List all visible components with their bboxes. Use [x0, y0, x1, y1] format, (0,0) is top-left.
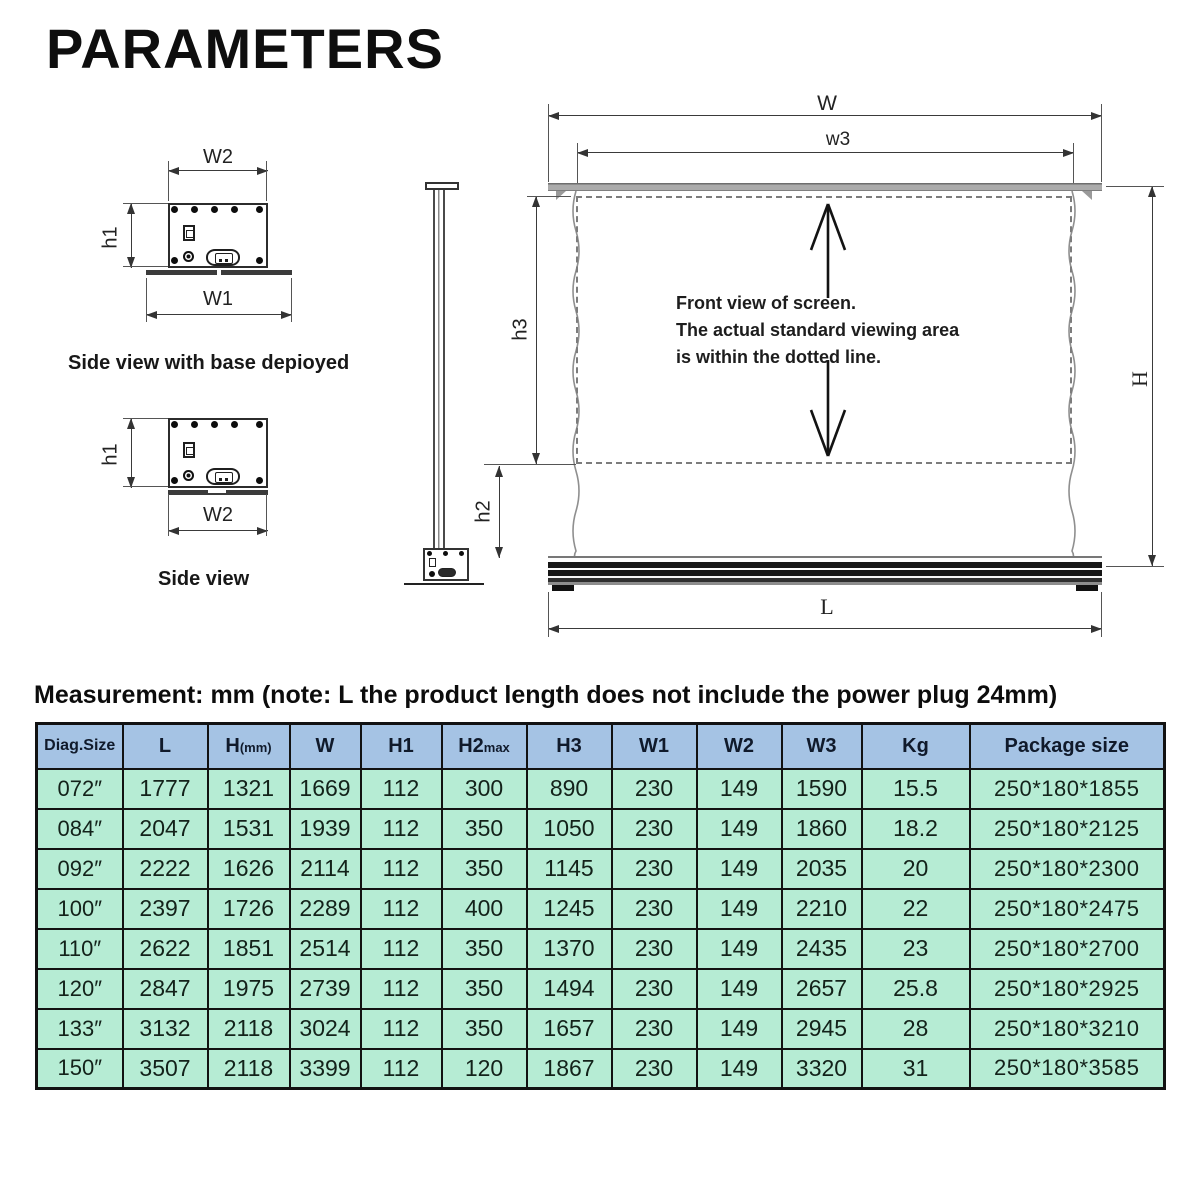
screw-dot-icon	[256, 421, 263, 428]
table-cell: 230	[612, 809, 697, 849]
table-cell: 250*180*2125	[970, 809, 1165, 849]
arrowhead-icon	[168, 167, 179, 175]
table-cell: 149	[697, 929, 782, 969]
front-view-note-line: is within the dotted line.	[676, 347, 881, 367]
table-body	[37, 769, 1165, 1089]
dim-line-w2-deployed	[168, 170, 268, 171]
table-row	[37, 1049, 1165, 1089]
table-cell: 1590	[782, 769, 862, 809]
table-cell: 20	[862, 849, 970, 889]
extension-line	[548, 592, 549, 637]
dim-label-l: L	[820, 594, 834, 619]
front-view-note-line: Front view of screen.	[676, 293, 857, 313]
table-cell: 092″	[37, 849, 123, 889]
screw-dot-icon	[256, 257, 263, 264]
extension-line	[548, 104, 549, 182]
table-cell: 2035	[782, 849, 862, 889]
table-cell: 250*180*3210	[970, 1009, 1165, 1049]
extension-line	[146, 278, 147, 322]
table-cell: 133″	[37, 1009, 123, 1049]
table-cell: 2222	[123, 849, 208, 889]
table-cell: 350	[442, 849, 527, 889]
extension-line	[1106, 186, 1164, 187]
table-row	[37, 969, 1165, 1009]
arrowhead-icon	[1148, 186, 1156, 197]
table-cell: 112	[361, 849, 442, 889]
table-cell: 230	[612, 969, 697, 1009]
extension-line	[266, 161, 267, 201]
table-cell: 1321	[208, 769, 290, 809]
screw-dot-icon	[231, 421, 238, 428]
extension-line	[123, 418, 168, 419]
table-cell: 1657	[527, 1009, 612, 1049]
col-header-w2	[697, 724, 782, 769]
header-text: Package size	[1004, 734, 1130, 757]
extension-line	[484, 464, 576, 465]
ir-receiver-icon	[183, 251, 194, 262]
screw-dot-icon	[171, 477, 178, 484]
up-arrow-icon	[811, 204, 845, 298]
table-cell: 2435	[782, 929, 862, 969]
header-text: H3	[556, 734, 582, 757]
extension-line	[1101, 592, 1102, 637]
power-socket-icon	[206, 468, 240, 485]
extension-line	[527, 196, 571, 197]
dim-label-h1-deployed: h1	[99, 226, 122, 249]
arrowhead-icon	[146, 311, 157, 319]
table-row	[37, 769, 1165, 809]
table-cell: 31	[862, 1049, 970, 1089]
table-cell: 230	[612, 889, 697, 929]
front-view-note-line: The actual standard viewing area	[676, 320, 960, 340]
table-cell: 250*180*2925	[970, 969, 1165, 1009]
arrowhead-icon	[1148, 555, 1156, 566]
dim-label-w: W	[817, 92, 837, 115]
dim-line-w	[548, 115, 1102, 116]
screen-base-housing	[548, 556, 1102, 585]
table-cell: 112	[361, 769, 442, 809]
table-cell: 28	[862, 1009, 970, 1049]
col-header-h1	[361, 724, 442, 769]
col-header-l	[123, 724, 208, 769]
power-socket-icon	[206, 249, 240, 266]
table-cell: 3132	[123, 1009, 208, 1049]
table-cell: 1939	[290, 809, 361, 849]
dim-line-w1	[146, 314, 292, 315]
table-cell: 2118	[208, 1049, 290, 1089]
table-cell: 2847	[123, 969, 208, 1009]
dim-label-h3: h3	[509, 318, 532, 341]
table-cell: 250*180*2475	[970, 889, 1165, 929]
power-switch-icon	[183, 442, 195, 458]
table-cell: 350	[442, 969, 527, 1009]
measurement-note: Measurement: mm (note: L the product length does not include the power plug 24mm)	[34, 681, 1058, 709]
header-text: H	[225, 734, 240, 757]
table-cell: 2047	[123, 809, 208, 849]
table-cell: 084″	[37, 809, 123, 849]
screw-dot-icon	[171, 257, 178, 264]
table-cell: 112	[361, 889, 442, 929]
power-socket-icon	[438, 568, 456, 577]
ir-receiver-icon	[429, 571, 435, 577]
arrowhead-icon	[577, 149, 588, 157]
ir-receiver-icon	[183, 470, 194, 481]
power-switch-icon	[183, 225, 195, 241]
table-cell: 3399	[290, 1049, 361, 1089]
extension-line	[266, 494, 267, 536]
table-cell: 1777	[123, 769, 208, 809]
end-cap-icon	[1082, 191, 1092, 200]
table-cell: 300	[442, 769, 527, 809]
header-text: Kg	[902, 734, 929, 757]
down-arrow-icon	[811, 360, 845, 456]
dim-label-h1: h1	[99, 443, 122, 466]
arrowhead-icon	[127, 418, 135, 429]
col-header-h	[208, 724, 290, 769]
arrowhead-icon	[495, 466, 503, 477]
header-text: Diag.Size	[44, 737, 116, 755]
dim-label-h2: h2	[472, 500, 495, 523]
table-cell: 1975	[208, 969, 290, 1009]
base-foot	[552, 585, 574, 591]
screw-dot-icon	[256, 206, 263, 213]
table-cell: 1669	[290, 769, 361, 809]
dim-label-w2: W2	[203, 504, 233, 526]
table-cell: 1245	[527, 889, 612, 929]
table-cell: 250*180*1855	[970, 769, 1165, 809]
table-cell: 120″	[37, 969, 123, 1009]
table-cell: 1494	[527, 969, 612, 1009]
table-row	[37, 889, 1165, 929]
table-cell: 2514	[290, 929, 361, 969]
extension-line	[168, 161, 169, 201]
table-cell: 2622	[123, 929, 208, 969]
table-cell: 2114	[290, 849, 361, 889]
table-cell: 120	[442, 1049, 527, 1089]
page-title: PARAMETERS	[46, 17, 444, 80]
dim-line-w2	[168, 530, 268, 531]
power-switch-icon	[429, 558, 436, 567]
table-row	[37, 849, 1165, 889]
table-cell: 149	[697, 889, 782, 929]
table-cell: 1050	[527, 809, 612, 849]
table-cell: 3507	[123, 1049, 208, 1089]
table-cell: 072″	[37, 769, 123, 809]
col-header-w3	[782, 724, 862, 769]
table-cell: 112	[361, 809, 442, 849]
table-cell: 2210	[782, 889, 862, 929]
screw-dot-icon	[211, 421, 218, 428]
table-row	[37, 809, 1165, 849]
caption-side-view-deployed: Side view with base depioyed	[68, 352, 350, 374]
table-cell: 22	[862, 889, 970, 929]
col-header-h2max	[442, 724, 527, 769]
header-text: W1	[639, 734, 669, 757]
base-plate	[221, 270, 292, 275]
table-cell: 230	[612, 769, 697, 809]
table-cell: 250*180*3585	[970, 1049, 1165, 1089]
plate-notch	[208, 490, 226, 493]
table-cell: 3024	[290, 1009, 361, 1049]
extension-line	[123, 486, 168, 487]
dim-label-w1: W1	[203, 288, 233, 310]
extension-line	[1101, 104, 1102, 182]
extension-line	[168, 494, 169, 536]
table-cell: 18.2	[862, 809, 970, 849]
arrowhead-icon	[127, 203, 135, 214]
screw-dot-icon	[171, 421, 178, 428]
table-cell: 149	[697, 849, 782, 889]
table-cell: 890	[527, 769, 612, 809]
screw-dot-icon	[459, 551, 464, 556]
table-cell: 2289	[290, 889, 361, 929]
table-cell: 149	[697, 969, 782, 1009]
table-cell: 25.8	[862, 969, 970, 1009]
dim-label-w3: w3	[825, 129, 851, 150]
table-cell: 230	[612, 929, 697, 969]
col-header-package-size	[970, 724, 1165, 769]
front-view-note	[676, 290, 959, 371]
base-foot	[1076, 585, 1098, 591]
arrowhead-icon	[548, 112, 559, 120]
table-cell: 3320	[782, 1049, 862, 1089]
extension-line	[291, 278, 292, 322]
table-cell: 230	[612, 1049, 697, 1089]
extension-line	[123, 266, 168, 267]
screw-dot-icon	[256, 477, 263, 484]
table-cell: 1867	[527, 1049, 612, 1089]
dim-line-l	[548, 628, 1102, 629]
table-cell: 250*180*2300	[970, 849, 1165, 889]
table-cell: 1370	[527, 929, 612, 969]
side-view-deployed-box	[168, 203, 268, 268]
table-cell: 150″	[37, 1049, 123, 1089]
table-cell: 149	[697, 809, 782, 849]
table-cell: 149	[697, 1009, 782, 1049]
arrowhead-icon	[532, 453, 540, 464]
table-row	[37, 1009, 1165, 1049]
base-plate	[146, 270, 217, 275]
extension-line	[1106, 566, 1164, 567]
table-cell: 112	[361, 1009, 442, 1049]
side-view-box	[168, 418, 268, 488]
table-cell: 1726	[208, 889, 290, 929]
screw-dot-icon	[443, 551, 448, 556]
arrowhead-icon	[495, 547, 503, 558]
header-subtext: max	[483, 739, 510, 755]
table-cell: 230	[612, 849, 697, 889]
screen-top-bar	[548, 183, 1102, 191]
header-text: H1	[388, 734, 414, 757]
table-cell: 112	[361, 929, 442, 969]
table-cell: 112	[361, 1049, 442, 1089]
dim-label-h: H	[1127, 371, 1152, 387]
table-cell: 350	[442, 929, 527, 969]
pole-cap	[425, 182, 459, 190]
table-cell: 23	[862, 929, 970, 969]
table-cell: 230	[612, 1009, 697, 1049]
header-text: L	[158, 734, 172, 757]
col-header-w	[290, 724, 361, 769]
arrowhead-icon	[168, 527, 179, 535]
table-cell: 2397	[123, 889, 208, 929]
col-header-h3	[527, 724, 612, 769]
dim-line-h3	[536, 196, 537, 464]
header-subtext: (mm)	[239, 739, 272, 755]
table-cell: 350	[442, 809, 527, 849]
table-cell: 149	[697, 769, 782, 809]
dim-label-w2-deployed: W2	[203, 146, 233, 168]
table-cell: 350	[442, 1009, 527, 1049]
table-cell: 400	[442, 889, 527, 929]
table-cell: 250*180*2700	[970, 929, 1165, 969]
header-text: W2	[724, 734, 754, 757]
table-cell: 112	[361, 969, 442, 1009]
screw-dot-icon	[171, 206, 178, 213]
col-header-kg	[862, 724, 970, 769]
table-row	[37, 929, 1165, 969]
spec-table	[35, 722, 1163, 1090]
table-cell: 110″	[37, 929, 123, 969]
table-header-row	[37, 724, 1165, 769]
table-cell: 1145	[527, 849, 612, 889]
table-cell: 100″	[37, 889, 123, 929]
header-text: W	[315, 734, 335, 757]
table-cell: 2945	[782, 1009, 862, 1049]
col-header-diag-size	[37, 724, 123, 769]
table-cell: 2118	[208, 1009, 290, 1049]
col-header-w1	[612, 724, 697, 769]
dim-line-w3	[577, 152, 1074, 153]
table-cell: 1531	[208, 809, 290, 849]
screw-dot-icon	[427, 551, 432, 556]
arrowhead-icon	[548, 625, 559, 633]
ground-line	[404, 583, 484, 585]
caption-side-view: Side view	[158, 568, 250, 590]
table-cell: 1860	[782, 809, 862, 849]
parameters-table	[35, 722, 1166, 1090]
pole-base-box	[423, 548, 469, 581]
table-cell: 2739	[290, 969, 361, 1009]
table-cell: 1626	[208, 849, 290, 889]
dim-line-h2	[499, 466, 500, 558]
screw-dot-icon	[191, 206, 198, 213]
extension-line	[123, 203, 168, 204]
table-cell: 1851	[208, 929, 290, 969]
screw-dot-icon	[211, 206, 218, 213]
arrowhead-icon	[532, 196, 540, 207]
screw-dot-icon	[191, 421, 198, 428]
header-text: W3	[806, 734, 837, 757]
table-cell: 15.5	[862, 769, 970, 809]
screw-dot-icon	[231, 206, 238, 213]
pole	[433, 190, 445, 548]
table-cell: 2657	[782, 969, 862, 1009]
header-text: H2	[458, 734, 484, 757]
table-cell: 149	[697, 1049, 782, 1089]
